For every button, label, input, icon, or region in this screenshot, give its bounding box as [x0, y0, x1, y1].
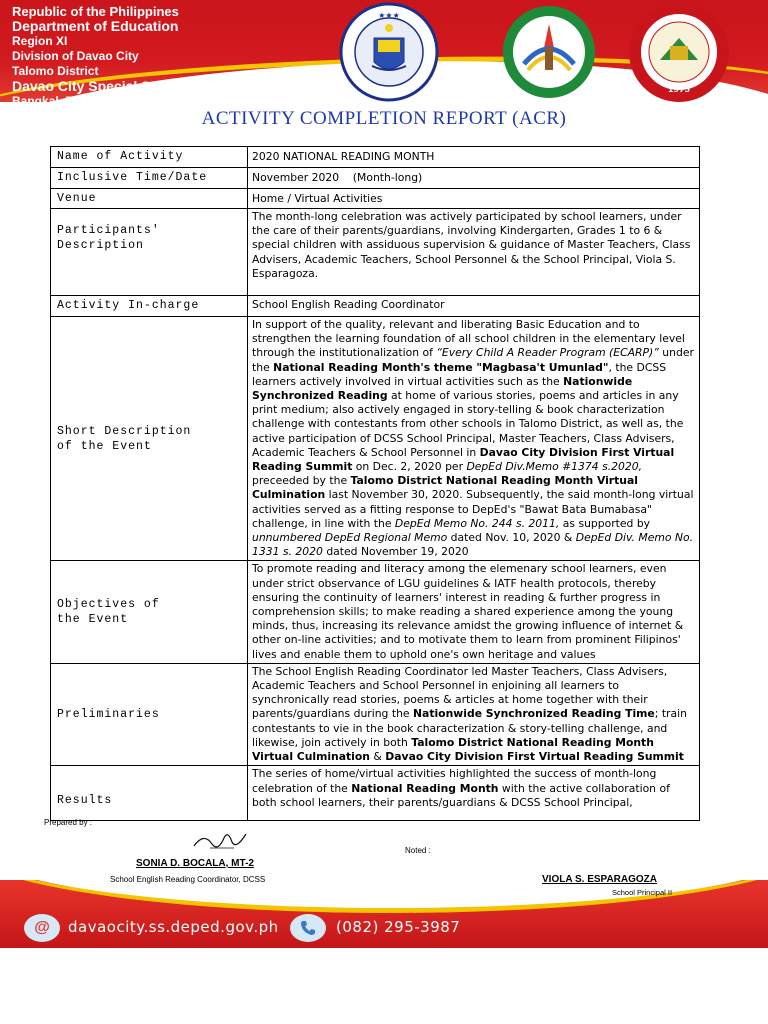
principal-name: VIOLA S. ESPARAGOZA	[542, 874, 658, 885]
acr-table	[50, 146, 700, 821]
venue-value: Home / Virtual Activities	[248, 189, 700, 209]
short-description-label-line2: of the Event	[57, 439, 152, 453]
short-description-label	[51, 317, 248, 561]
footer-website: davaocity.ss.deped.gov.ph	[68, 918, 279, 936]
table-row	[51, 766, 700, 821]
participants-value: The month-long celebration was actively participated by school learners, under the care of their parents/guardians, involving Kindergarten, Grades 1 to 6 & special children with assiduous supervision & guidance of Master Teachers, Class Advisers, Academic Teachers, School Personnel & the School Principal, Viola S. Esparagoza.	[248, 209, 700, 296]
activity-incharge-value: School English Reading Coordinator	[248, 296, 700, 317]
header-line-school: Davao City Special School	[12, 78, 188, 94]
svg-text:★★★: ★★★	[378, 11, 400, 20]
objectives-label-line1: Objectives of	[57, 598, 160, 612]
prepared-by-label: Prepared by :	[44, 818, 93, 827]
short-description-value: In support of the quality, relevant and liberating Basic Education and to strengthen the learning foundation of all school children in the elementary level through the institutionalization of “Every Child A Reader Program (ECARP)” under the National Reading Month's theme "Magbasa't Umunlad", the DCSS learners actively involved in virtual activities such as the Nationwide Synchronized Reading at home of various stories, poems and articles in any print medium; also actively engaged in story-telling & book characterization challenge with contestants from other schools in Talomo District, as well as, the active participation of DCSS School Principal, Master Teachers, Class Advisers, Academic Teachers & School Personnel in Davao City Division First Virtual Reading Summit on Dec. 2, 2020 per DepEd Div.Memo #1374 s.2020, preceeded by the Talomo District National Reading Month Virtual Culmination last November 30, 2020. Subsequently, the said month-long virtual activities served as a fitting response to DepEd's "Bawat Bata Bumabasa" challenge, in line with the DepEd Memo No. 244 s. 2011, as supported by unnumbered DepEd Regional Memo dated Nov. 10, 2020 & DepEd Div. Memo No. 1331 s. 2020 dated November 19, 2020	[248, 317, 700, 561]
participants-label	[51, 209, 248, 296]
table-row	[51, 663, 700, 765]
header-line-region: Region XI	[12, 34, 68, 48]
handwritten-signature	[190, 826, 250, 858]
footer-phone: (082) 295-3987	[336, 918, 461, 936]
table-row	[51, 561, 700, 663]
dcss-school-seal-logo	[620, 2, 738, 102]
short-description-label-line1: Short Description	[57, 424, 192, 438]
preliminaries-value: The School English Reading Coordinator led Master Teachers, Class Advisers, Academic Teachers and School Personnel in enjoining all learners to synchronically read stories, poems & articles at home together with their parents/guardians during the Nationwide Synchronized Reading Time; train contestants to vie in the book characterization & story-telling challenge, and likewise, join actively in both Talomo District National Reading Month Virtual Culmination & Davao City Division First Virtual Reading Summit	[248, 663, 700, 765]
table-row	[51, 296, 700, 317]
preparer-title: School English Reading Coordinator, DCSS	[110, 875, 266, 884]
results-value: The series of home/virtual activities highlighted the success of month-long celebration of the National Reading Month with the active collaboration of both school learners, their parents/guardians & DCSS School Principal,	[248, 766, 700, 821]
phone-icon	[290, 914, 326, 942]
header-line-district: Talomo District	[12, 64, 99, 78]
letterhead-header	[0, 0, 768, 112]
deped-seal-logo	[322, 2, 456, 102]
inclusive-date-value: November 2020 (Month-long)	[248, 168, 700, 189]
venue-label: Venue	[51, 189, 248, 209]
davao-division-seal-logo	[494, 4, 604, 100]
page-title: ACTIVITY COMPLETION REPORT (ACR)	[201, 108, 567, 129]
objectives-value: To promote reading and literacy among the elemenary school learners, even under strict observance of LGU guidelines & IATF health protocols, thereby ensuring the continuity of learners' interest in reading & further progress in comprehension skills; to make reading a shared experience among the young minds, thus, increasing its relevance amidst the growing influence of internet & other on-line activities; and to motivate them to learn from prominent Filipinos' lives and enable them to uphold one's own heritage and values	[248, 561, 700, 663]
objectives-label	[51, 561, 248, 663]
header-text-block	[12, 4, 188, 109]
table-row	[51, 147, 700, 168]
header-line-republic: Republic of the Philippines	[12, 4, 179, 19]
name-of-activity-value: 2020 NATIONAL READING MONTH	[248, 147, 700, 168]
principal-title: School Principal II	[612, 888, 673, 897]
at-icon: @	[24, 914, 60, 942]
noted-label: Noted :	[405, 846, 431, 855]
participants-label-line1: Participants'	[57, 224, 160, 237]
table-row	[51, 168, 700, 189]
results-label: Results	[51, 766, 248, 821]
objectives-label-line2: the Event	[57, 613, 129, 627]
preliminaries-label: Preliminaries	[51, 663, 248, 765]
dcss-seal-year: 1975	[667, 85, 691, 94]
table-row	[51, 317, 700, 561]
preparer-name: SONIA D. BOCALA, MT-2	[136, 858, 254, 869]
header-line-address: Bangkal, Davao City	[12, 94, 128, 108]
activity-incharge-label: Activity In-charge	[51, 296, 248, 317]
participants-label-line2: Description	[57, 239, 144, 252]
name-of-activity-label: Name of Activity	[51, 147, 248, 168]
header-line-division: Division of Davao City	[12, 49, 139, 63]
header-line-deped: Department of Education	[12, 18, 179, 34]
table-row	[51, 209, 700, 296]
inclusive-date-label: Inclusive Time/Date	[51, 168, 248, 189]
table-row	[51, 189, 700, 209]
